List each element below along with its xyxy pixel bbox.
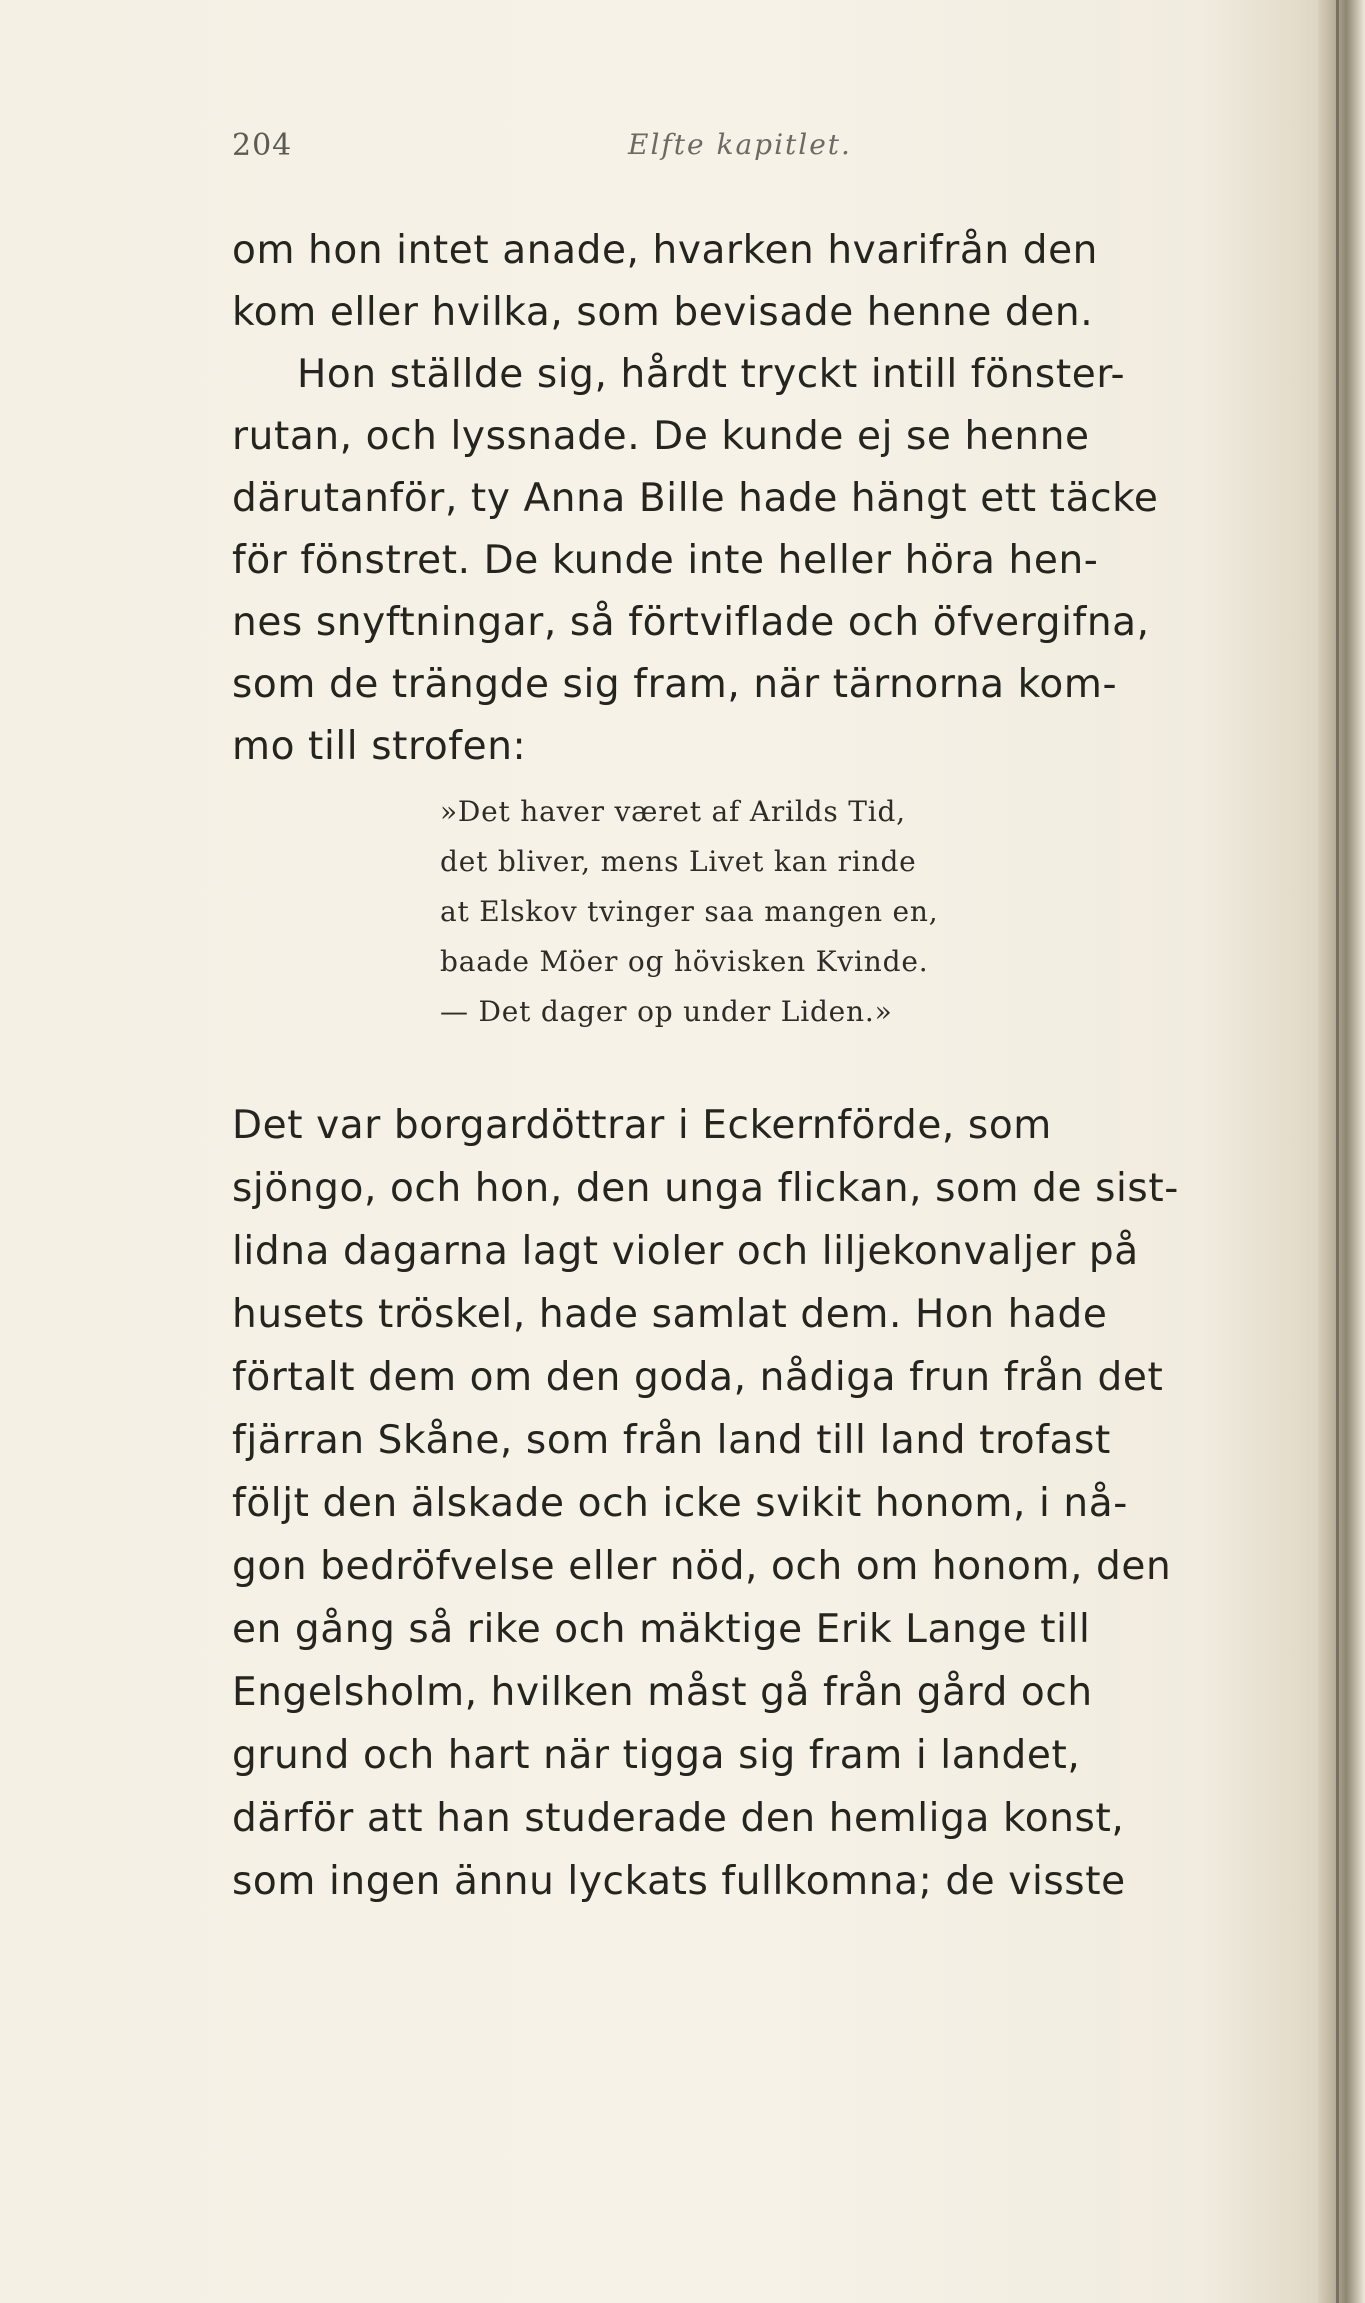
- paragraph-two: [232, 1097, 1292, 1927]
- text-line: en gång så rike och mäktige Erik Lange till: [232, 1607, 1091, 1652]
- text-line: som de trängde sig fram, när tärnorna kom-: [232, 662, 1118, 707]
- text-line: följt den älskade och icke svikit honom, i nå-: [232, 1481, 1128, 1526]
- text-line: därför att han studerade den hemliga konst,: [232, 1796, 1125, 1841]
- text-line: kom eller hvilka, som bevisade henne den.: [232, 290, 1094, 335]
- verse-line: — Det dager op under Liden.»: [440, 995, 893, 1028]
- page-gutter: [1318, 0, 1365, 2303]
- paragraph-one: [232, 222, 1292, 782]
- binding-edge: [1336, 0, 1339, 2303]
- verse-line: »Det haver været af Arilds Tid,: [440, 795, 906, 828]
- text-line: sjöngo, och hon, den unga flickan, som de sist-: [232, 1166, 1179, 1211]
- text-line: förtalt dem om den goda, nådiga frun från det: [232, 1355, 1164, 1400]
- page-header: [232, 128, 1292, 168]
- text-line: som ingen ännu lyckats fullkomna; de visste: [232, 1859, 1126, 1904]
- text-line: Hon ställde sig, hårdt tryckt intill fönster-: [297, 352, 1126, 397]
- text-line: husets tröskel, hade samlat dem. Hon hade: [232, 1292, 1108, 1337]
- text-line: lidna dagarna lagt violer och liljekonvaljer på: [232, 1229, 1139, 1274]
- verse-quote: [440, 790, 1080, 1050]
- text-line: om hon intet anade, hvarken hvarifrån den: [232, 228, 1098, 273]
- text-line: gon bedröfvelse eller nöd, och om honom, den: [232, 1544, 1172, 1589]
- running-title: Elfte kapitlet.: [628, 128, 852, 161]
- text-line: för fönstret. De kunde inte heller höra hen-: [232, 538, 1099, 583]
- text-line: därutanför, ty Anna Bille hade hängt ett täcke: [232, 476, 1159, 521]
- page-number: 204: [232, 128, 293, 163]
- verse-line: at Elskov tvinger saa mangen en,: [440, 895, 939, 928]
- verse-line: det bliver, mens Livet kan rinde: [440, 845, 917, 878]
- text-line: grund och hart när tigga sig fram i landet,: [232, 1733, 1081, 1778]
- text-line: Det var borgardöttrar i Eckernförde, som: [232, 1103, 1052, 1148]
- text-line: nes snyftningar, så förtviflade och öfvergifna,: [232, 600, 1150, 645]
- text-line: mo till strofen:: [232, 724, 527, 769]
- text-line: Engelsholm, hvilken måst gå från gård och: [232, 1670, 1093, 1715]
- verse-line: baade Möer og hövisken Kvinde.: [440, 945, 929, 978]
- text-line: rutan, och lyssnade. De kunde ej se henne: [232, 414, 1090, 459]
- text-line: fjärran Skåne, som från land till land trofast: [232, 1418, 1111, 1463]
